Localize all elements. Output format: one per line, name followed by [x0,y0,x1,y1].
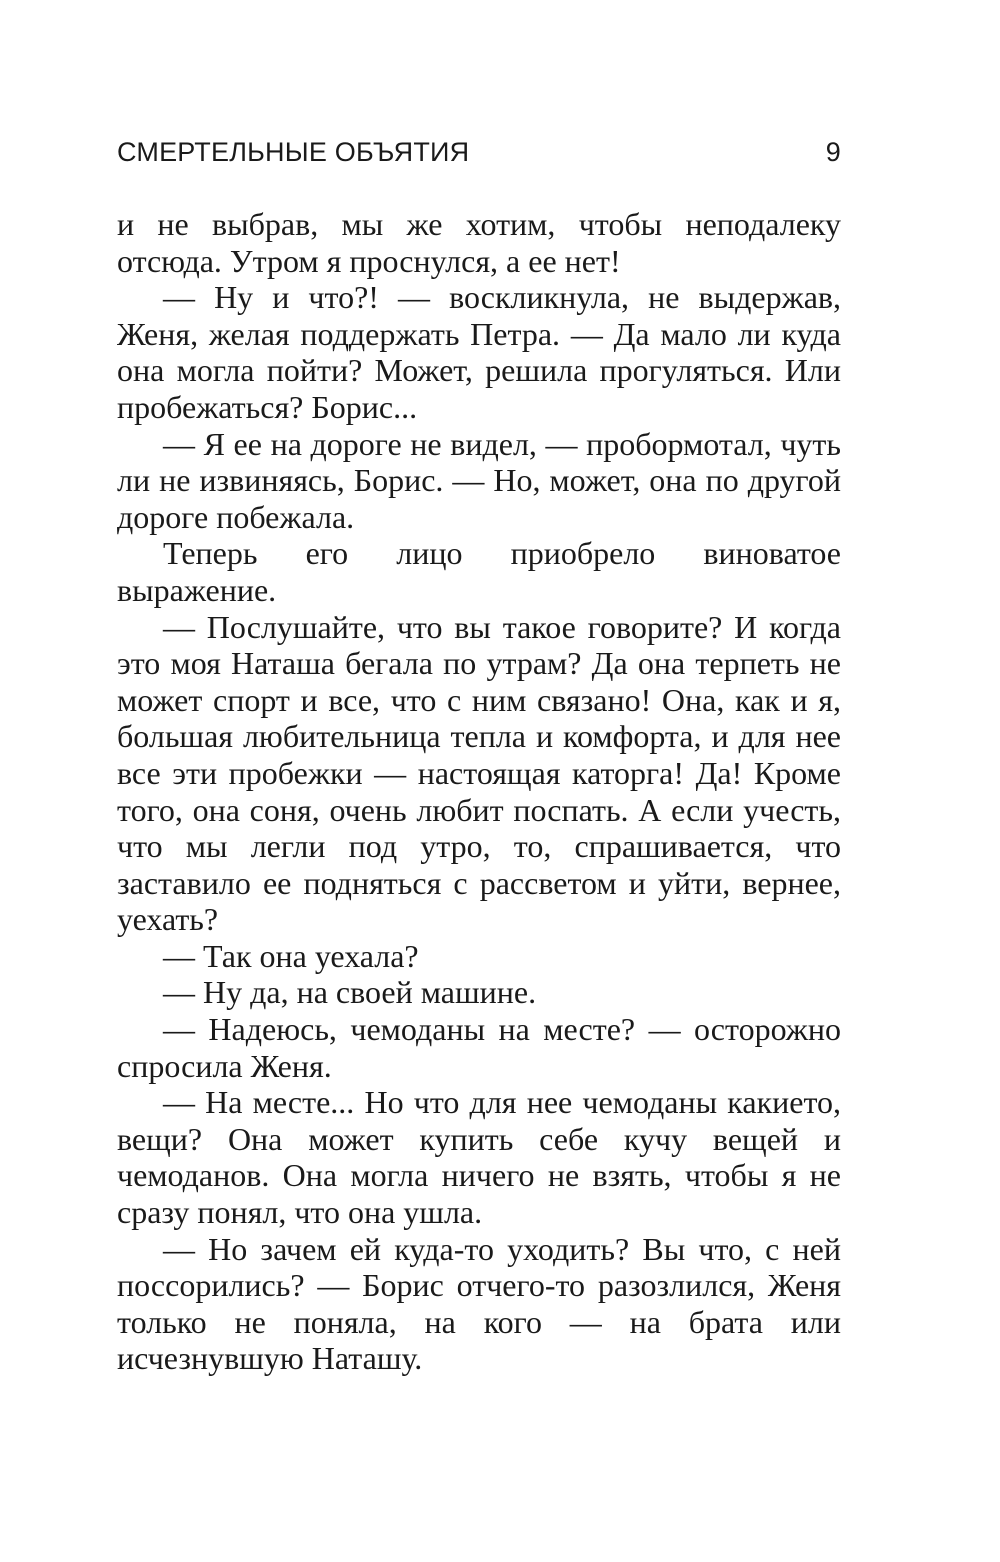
paragraph: — Но зачем ей куда-то уходить? Вы что, с ней поссорились? — Борис отчего-то разозлился, Женя только не поняла, на кого — на брата или исчезнувшую Наташу. [117,1230,841,1377]
paragraph: — Надеюсь, чемоданы на месте? — осторожно спросила Женя. [117,1011,841,1084]
book-title: СМЕРТЕЛЬНЫЕ ОБЪЯТИЯ [117,137,470,167]
paragraph: — Ну и что?! — воскликнула, не выдержав, Женя, желая поддержать Петра. — Да мало ли куда она могла пойти? Может, решила прогуляться. Или пробежаться? Борис... [117,279,841,425]
paragraph: — Послушайте, что вы такое говорите? И когда это моя Наташа бегала по утрам? Да она терпеть не может спорт и все, что с ним связано! Она, как и я, большая любительница тепла и комфорта, и для нее все эти пробежки — настоящая каторга! Да! Кроме того, она соня, очень любит поспать. А если учесть, что мы легли под утро, то, спрашивается, что заставило ее подняться с рассветом и уйти, вернее, уехать? [117,608,841,938]
paragraph: — Ну да, на своей машине. [163,974,537,1011]
paragraph: Теперь его лицо приобрело виноватое выражение. [117,535,841,608]
paragraph: — Я ее на дороге не видел, — пробормотал, чуть ли не извиняясь, Борис. — Но, может, она по другой дороге побежала. [117,425,841,535]
paragraph: — Так она уехала? [163,937,419,974]
paragraph: и не выбрав, мы же хотим, чтобы неподалеку отсюда. Утром я проснулся, а ее нет! [117,206,841,279]
body-text [117,206,841,1377]
paragraph: — На месте... Но что для нее чемоданы какието, вещи? Она может купить себе кучу вещей и чемоданов. Она могла ничего не взять, чтобы я не сразу понял, что она ушла. [117,1084,841,1231]
page-number: 9 [825,137,841,167]
running-head [117,137,841,173]
